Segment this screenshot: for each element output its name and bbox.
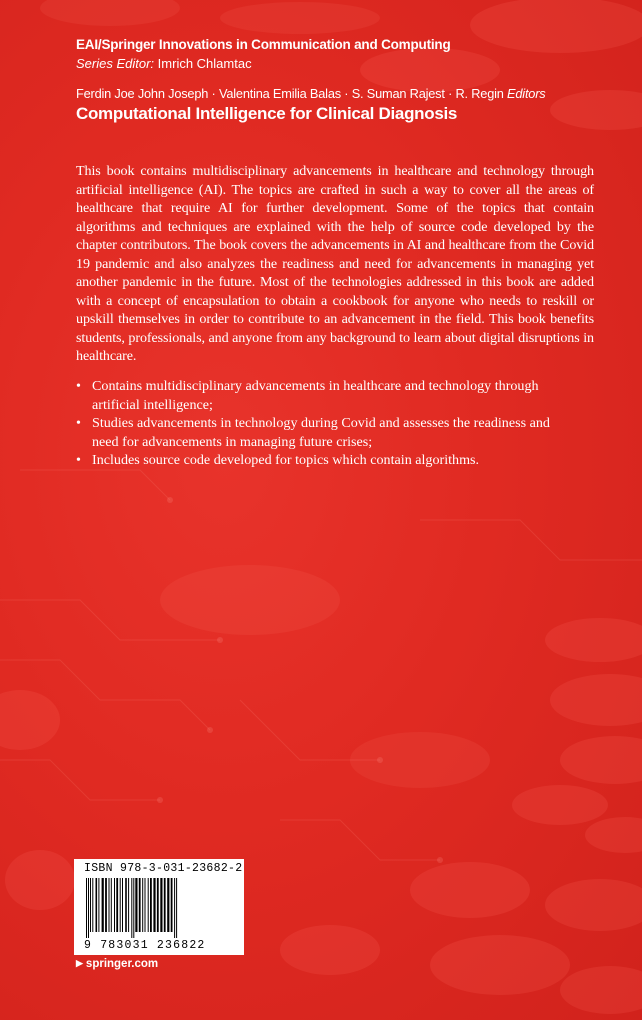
barcode-bar — [150, 878, 152, 932]
editors-line — [76, 86, 545, 101]
barcode-bar — [111, 878, 112, 932]
isbn-number: ISBN 978-3-031-23682-2 — [84, 862, 243, 875]
book-description: This book contains multidisciplinary advancements in healthcare and technology through artificial intelligence (AI). The topics are crafted in such a way to cover all the areas of healthcare that require AI for further development. Some of the topics that contain algorithms and techniques are explained with the help of source code developed by the chapter contributors. The book covers the advancements in AI and healthcare from the Covid 19 pandemic and also analyzes the readiness and need for advancements in managing yet another pandemic in the future. Most of the technologies addressed in this book are added with a concept of encapsulation to obtain a cookbook for anyone who needs to reskill or upskill themselves in order to contribute to an advancement in the field. This book benefits students, professionals, and anyone from any background to learn about digital disruptions in healthcare. — [76, 163, 594, 364]
barcode-bar — [88, 878, 89, 938]
barcode-bar — [109, 878, 110, 932]
barcode-bar — [148, 878, 149, 932]
editor-names: Ferdin Joe John Joseph · Valentina Emilia Balas · S. Suman Rajest · R. Regin — [76, 86, 504, 101]
arrow-icon: ▶ — [76, 958, 83, 968]
barcode-digits: 9 783031 236822 — [84, 939, 206, 952]
barcode-bar — [171, 878, 173, 932]
barcode-bar — [105, 878, 107, 932]
barcode-bar — [167, 878, 169, 932]
barcode-bar — [133, 878, 134, 938]
editors-role: Editors — [507, 86, 546, 101]
barcode-bar — [98, 878, 99, 932]
bullet-marker: • — [76, 452, 81, 468]
barcode-bar — [160, 878, 162, 932]
barcode-bar — [135, 878, 137, 932]
book-title: Computational Intelligence for Clinical Diagnosis — [76, 104, 458, 123]
publisher-link[interactable] — [76, 958, 158, 970]
barcode-bar — [128, 878, 129, 932]
barcode-bar — [96, 878, 98, 932]
bullet-marker: • — [76, 378, 81, 394]
barcode-bar — [102, 878, 104, 932]
barcode-bar — [131, 878, 132, 938]
barcode-bar — [176, 878, 177, 938]
barcode-bar — [125, 878, 127, 932]
barcode-bar — [164, 878, 166, 932]
feature-text: Includes source code developed for topics which contain algorithms. — [92, 452, 480, 468]
barcode-bar — [122, 878, 123, 932]
series-editor — [76, 56, 252, 71]
feature-text: Studies advancements in technology during Covid and assesses the readiness and need for advancements in managing future crises; — [92, 415, 550, 450]
feature-list — [76, 377, 576, 470]
barcode-bar — [157, 878, 159, 932]
barcode-bar — [153, 878, 155, 932]
barcode-bar — [142, 878, 143, 932]
barcode-bar — [145, 878, 146, 932]
publisher-link-text: springer.com — [85, 958, 159, 970]
barcode-bar — [114, 878, 115, 932]
bullet-marker: • — [76, 415, 81, 431]
barcode-bar — [86, 878, 87, 938]
barcode-bar — [174, 878, 175, 938]
barcode-bar — [120, 878, 121, 932]
barcode-bar — [90, 878, 91, 932]
feature-item — [76, 377, 576, 414]
barcode-bar — [116, 878, 118, 932]
series-name: EAI/Springer Innovations in Communication and Computing — [76, 37, 451, 52]
barcode-bars — [84, 878, 234, 938]
series-editor-label: Series Editor: — [76, 56, 155, 71]
feature-item — [76, 451, 576, 470]
barcode-bar — [92, 878, 93, 932]
feature-item — [76, 414, 576, 451]
isbn-barcode — [74, 859, 244, 955]
barcode-bar — [139, 878, 141, 932]
series-editor-name: Imrich Chlamtac — [157, 56, 252, 71]
feature-text: Contains multidisciplinary advancements in healthcare and technology through artificial intelligence; — [92, 378, 539, 413]
